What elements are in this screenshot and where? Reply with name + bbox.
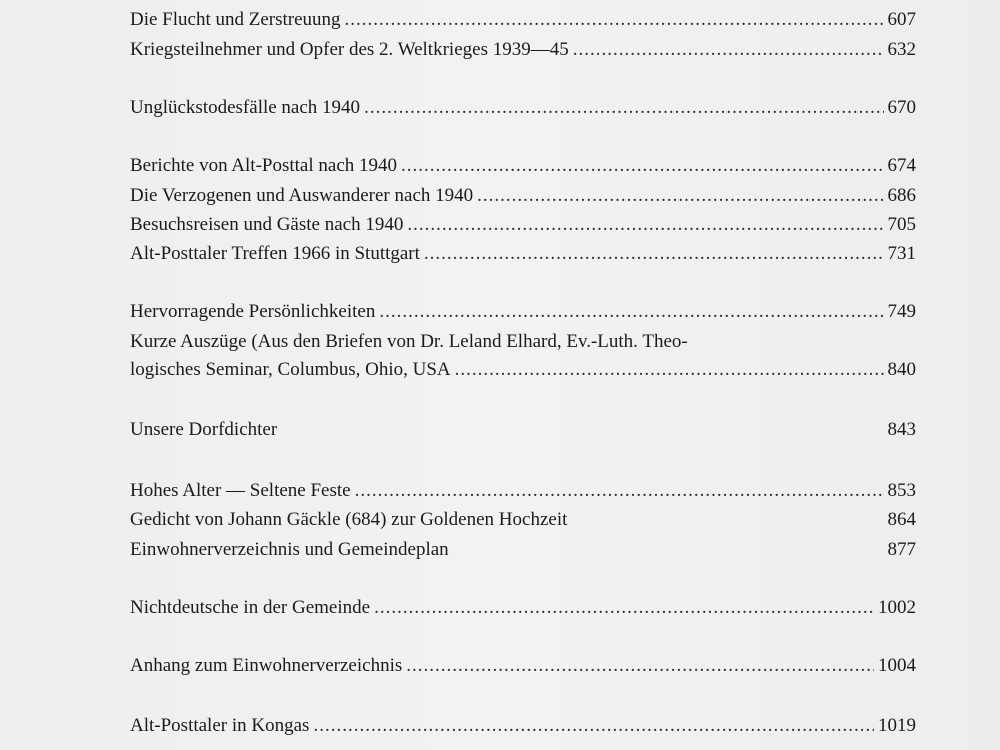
- toc-entry-title: Unglückstodesfälle nach 1940: [130, 97, 361, 118]
- toc-entry: [130, 240, 916, 268]
- toc-entry-page: 607: [887, 9, 916, 30]
- toc-entry-title: Die Flucht und Zerstreuung: [130, 9, 341, 30]
- toc-entry: [130, 506, 916, 534]
- toc-entry: [130, 94, 916, 122]
- dot-leader: [401, 152, 883, 180]
- toc-entry-page: 670: [887, 97, 916, 118]
- toc-entry: [130, 594, 916, 622]
- toc-entry-page: 1019: [878, 715, 916, 736]
- toc-entry-title: Alt-Posttaler in Kongas: [130, 715, 310, 736]
- toc-entry: [130, 298, 916, 326]
- toc-entry-page: 864: [887, 509, 916, 530]
- toc-entry-title: Gedicht von Johann Gäckle (684) zur Goldenen Hochzeit: [130, 509, 568, 530]
- toc-entry-multiline: [130, 328, 916, 384]
- toc-entry: [130, 152, 916, 180]
- toc-entry: [130, 712, 916, 740]
- toc-entry-page: 843: [887, 419, 916, 440]
- toc-entry-title: Nichtdeutsche in der Gemeinde: [130, 597, 371, 618]
- dot-leader: [313, 712, 874, 740]
- dot-leader: [573, 36, 884, 64]
- dot-leader: [424, 240, 884, 268]
- toc-entry-page: 632: [887, 39, 916, 60]
- toc-entry-page: 731: [887, 243, 916, 264]
- toc-entry-page: 686: [887, 185, 916, 206]
- dot-leader: [374, 594, 874, 622]
- dot-leader: [407, 211, 883, 239]
- toc-entry-page: 877: [887, 539, 916, 560]
- toc-entry: [130, 477, 916, 505]
- toc-entry-title: Kriegsteilnehmer und Opfer des 2. Weltkrieges 1939—45: [130, 39, 569, 60]
- toc-entry: [130, 182, 916, 210]
- toc-entry: [130, 416, 916, 444]
- toc-entry-title: Berichte von Alt-Posttal nach 1940: [130, 155, 398, 176]
- dot-leader: [355, 477, 884, 505]
- toc-entry-page: 674: [887, 155, 916, 176]
- toc-entry-page: 749: [887, 301, 916, 322]
- toc-entry-title: Hervorragende Persönlichkeiten: [130, 301, 376, 322]
- toc-entry: [130, 6, 916, 34]
- toc-entry-title: Die Verzogenen und Auswanderer nach 1940: [130, 185, 474, 206]
- toc-entry-title: Besuchsreisen und Gäste nach 1940: [130, 214, 404, 235]
- toc-entry-page: 1002: [878, 597, 916, 618]
- toc-entry-page: 705: [887, 214, 916, 235]
- toc-entry-title-line1: Kurze Auszüge (Aus den Briefen von Dr. Leland Elhard, Ev.-Luth. Theo-: [130, 331, 688, 352]
- dot-leader: [455, 356, 884, 384]
- toc-entry: [130, 536, 916, 564]
- dot-leader: [379, 298, 883, 326]
- toc-entry-title: Anhang zum Einwohnerverzeichnis: [130, 655, 403, 676]
- dot-leader: [364, 94, 883, 122]
- toc-entry: [130, 652, 916, 680]
- toc-entry-page: 840: [887, 359, 916, 380]
- toc-entry: [130, 36, 916, 64]
- dot-leader: [345, 6, 884, 34]
- toc-entry-page: 853: [887, 480, 916, 501]
- dot-leader: [406, 652, 874, 680]
- toc-entry-title: Alt-Posttaler Treffen 1966 in Stuttgart: [130, 243, 420, 264]
- toc-entry-title: logisches Seminar, Columbus, Ohio, USA: [130, 359, 451, 380]
- toc-entry-page: 1004: [878, 655, 916, 676]
- toc-entry-title: Einwohnerverzeichnis und Gemeindeplan: [130, 539, 449, 560]
- toc-entry-title: Hohes Alter — Seltene Feste: [130, 480, 351, 501]
- dot-leader: [477, 182, 883, 210]
- toc-entry: [130, 211, 916, 239]
- toc-entry-title: Unsere Dorfdichter: [130, 419, 278, 440]
